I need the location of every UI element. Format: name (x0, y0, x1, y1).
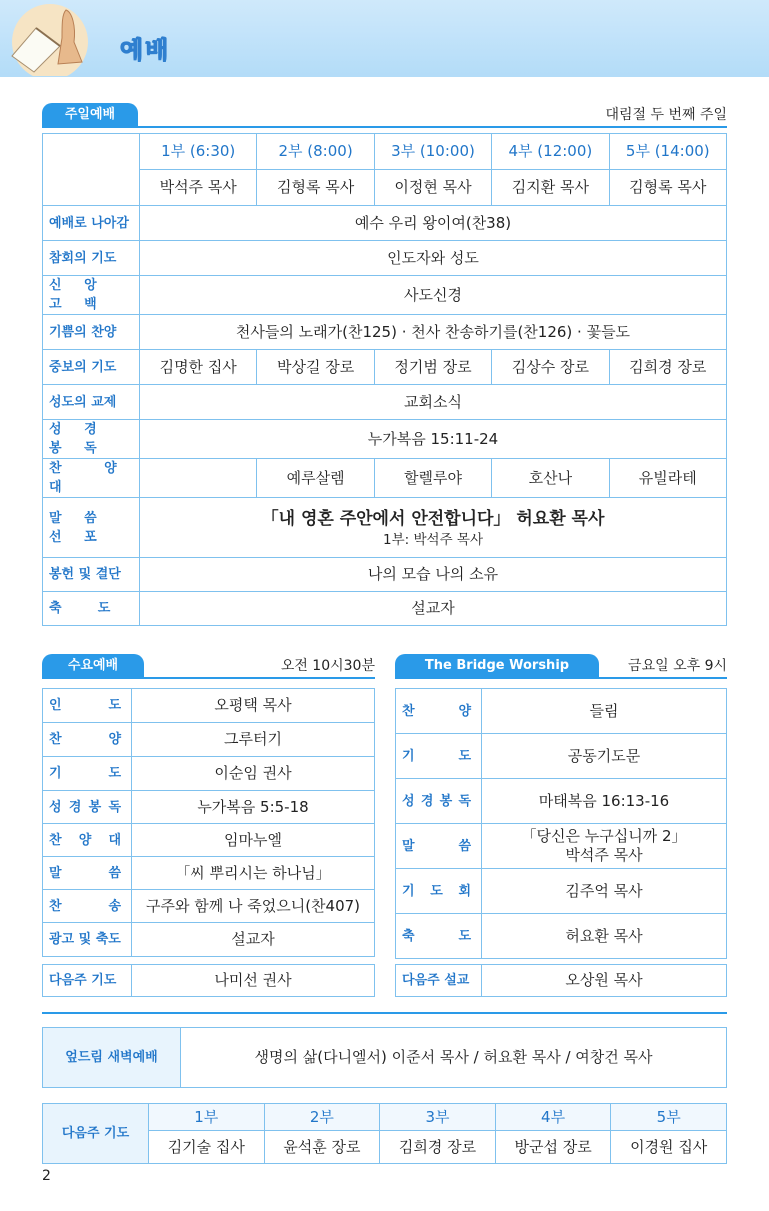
choir-1 (140, 459, 257, 498)
page-title: 예배 (120, 36, 171, 64)
next-label: 다음주 기도 (43, 965, 132, 997)
prayer-name-3: 김희경 장로 (380, 1131, 496, 1164)
row-value: 설교자 (140, 592, 727, 626)
label-char: 송 (108, 898, 121, 914)
bridge-tab: The Bridge Worship (395, 654, 599, 678)
row-value-text: 임마누엘 (224, 830, 282, 849)
wednesday-next-table (42, 964, 375, 997)
label-char: 말 (49, 865, 62, 881)
empty-cell (43, 134, 140, 206)
divider (42, 126, 727, 128)
row-label (396, 779, 482, 824)
next-prayer-table (42, 1103, 727, 1164)
sunday-note: 대림절 두 번째 주일 (605, 107, 727, 123)
wednesday-table (42, 688, 375, 957)
label-char: 대 (108, 832, 121, 848)
bridge-note: 금요일 오후 9시 (628, 658, 727, 674)
row-value-text: 설교자 (231, 930, 275, 948)
row-label-text (49, 831, 129, 850)
row-label-text (49, 764, 129, 783)
row-label-text (402, 702, 479, 721)
label-char: 찬 (49, 732, 62, 747)
label-char: 도 (430, 883, 443, 899)
row-value-text: 구주와 함께 나 죽었으니(찬407) (145, 896, 361, 915)
intercessor-5: 김희경 장로 (609, 350, 726, 385)
next-prayer-label: 다음주 기도 (43, 1104, 149, 1164)
row-value (482, 734, 727, 779)
row-value (482, 869, 727, 914)
page-number: 2 (42, 1168, 51, 1184)
label-char: 도 (108, 766, 121, 781)
sermon-cell (140, 498, 727, 558)
label-char: 기 (49, 766, 62, 781)
row-value: 나의 모습 나의 소유 (140, 558, 727, 592)
row-value (132, 890, 375, 923)
part-5: 5부 (611, 1104, 727, 1131)
label-char: 기 (402, 883, 415, 899)
label-char: 경 (68, 799, 82, 815)
row-label-text (402, 792, 479, 811)
row-value (132, 923, 375, 957)
row-value-text: 「당신은 누구십니까 2」 (521, 827, 687, 845)
service-2: 2부 (8:00) (257, 134, 374, 170)
row-value: 사도신경 (140, 276, 727, 315)
row-value (132, 757, 375, 791)
row-label-text: 광고 및 축도 (49, 932, 121, 947)
service-5: 5부 (14:00) (609, 134, 726, 170)
row-label-text (402, 882, 479, 901)
row-label (43, 723, 132, 757)
sunday-table (42, 133, 727, 626)
row-value: 예수 우리 왕이여(찬38) (140, 206, 727, 241)
wednesday-tab: 수요예배 (42, 654, 144, 678)
row-label-text (49, 730, 129, 749)
label-char: 찬 (49, 832, 62, 848)
label-char: 독 (108, 799, 121, 815)
dawn-label: 엎드림 새벽예배 (43, 1028, 181, 1088)
intercessor-1: 김명한 집사 (140, 350, 257, 385)
row-label (396, 824, 482, 869)
label-char: 독 (458, 793, 471, 809)
row-value (482, 779, 727, 824)
intercessor-2: 박상길 장로 (257, 350, 374, 385)
service-3: 3부 (10:00) (374, 134, 491, 170)
label-char: 회 (458, 883, 471, 899)
row-label: 신 앙 고 백 (43, 276, 140, 315)
sunday-tab: 주일예배 (42, 103, 138, 127)
row-label (43, 824, 132, 857)
preacher-3: 이정현 목사 (374, 170, 491, 206)
row-value (482, 689, 727, 734)
row-value-text: 이순임 권사 (214, 764, 292, 782)
part-2: 2부 (264, 1104, 380, 1131)
label-char: 씀 (108, 865, 121, 881)
praying-hands-bible-icon (6, 2, 98, 76)
part-3: 3부 (380, 1104, 496, 1131)
sermon-title: 「내 영혼 주안에서 안전합니다」 허요환 목사 (261, 508, 605, 529)
preacher-1: 박석주 목사 (140, 170, 257, 206)
label-char: 양 (458, 703, 471, 719)
next-label: 다음주 설교 (396, 965, 482, 997)
prayer-name-5: 이경원 집사 (611, 1131, 727, 1164)
row-label: 말 씀 선 포 (43, 498, 140, 558)
next-value: 나미선 권사 (132, 965, 375, 997)
row-label: 축 도 (43, 592, 140, 626)
row-value (132, 824, 375, 857)
label-char: 인 (49, 698, 62, 713)
intercessor-3: 정기범 장로 (374, 350, 491, 385)
label-char: 찬 (402, 703, 415, 719)
divider (42, 1012, 727, 1014)
label-char: 도 (108, 698, 121, 713)
divider (42, 677, 375, 679)
divider (395, 677, 727, 679)
label-char: 양 (108, 732, 121, 747)
page-header (0, 0, 769, 77)
row-value (132, 723, 375, 757)
row-label: 참회의 기도 (43, 241, 140, 276)
row-value-text: 허요환 목사 (565, 926, 643, 945)
label-char: 경 (420, 793, 434, 809)
label-char: 성 (402, 793, 415, 809)
row-label: 중보의 기도 (43, 350, 140, 385)
choir-5: 유빌라테 (609, 459, 726, 498)
service-4: 4부 (12:00) (492, 134, 609, 170)
preacher-2: 김형록 목사 (257, 170, 374, 206)
row-value (132, 689, 375, 723)
dawn-value: 생명의 삶(다니엘서) 이준서 목사 / 허요환 목사 / 여창건 목사 (181, 1028, 727, 1088)
bridge-next-table (395, 964, 727, 997)
row-value-text: 들림 (589, 701, 619, 720)
label-char: 씀 (458, 838, 471, 854)
part-1: 1부 (149, 1104, 265, 1131)
label-char: 봉 (88, 799, 102, 815)
wednesday-note: 오전 10시30분 (280, 658, 375, 674)
row-label (43, 890, 132, 923)
row-value: 교회소식 (140, 385, 727, 420)
label-char: 말 (402, 838, 415, 854)
row-label: 성 경 봉 독 (43, 420, 140, 459)
row-label (43, 857, 132, 890)
row-value-text: 오평택 목사 (214, 696, 292, 714)
bridge-table (395, 688, 727, 959)
row-value-text: 그루터기 (224, 730, 282, 748)
row-value: 인도자와 성도 (140, 241, 727, 276)
service-1: 1부 (6:30) (140, 134, 257, 170)
choir-3: 할렐루야 (374, 459, 491, 498)
label-char: 봉 (439, 793, 453, 809)
choir-4: 호산나 (492, 459, 609, 498)
row-value: 천사들의 노래가(찬125) · 천사 찬송하기를(찬126) · 꽃들도 (140, 315, 727, 350)
label-char: 도 (458, 748, 471, 764)
row-label (396, 734, 482, 779)
choir-2: 예루살렘 (257, 459, 374, 498)
row-value-text: 김주억 목사 (565, 881, 643, 900)
row-label: 기쁨의 찬양 (43, 315, 140, 350)
label-char: 양 (78, 832, 92, 848)
row-value-text: 「씨 뿌리시는 하나님」 (175, 863, 331, 882)
label-char: 도 (458, 928, 471, 944)
row-label (396, 914, 482, 959)
row-value (132, 857, 375, 890)
prayer-name-2: 윤석훈 장로 (264, 1131, 380, 1164)
row-label-text (49, 897, 129, 916)
prayer-name-4: 방군섭 장로 (495, 1131, 611, 1164)
label-char: 찬 (49, 898, 62, 914)
sermon-sub: 1부: 박석주 목사 (383, 531, 483, 548)
row-value-sub: 박석주 목사 (565, 846, 643, 864)
row-label (43, 923, 132, 957)
intercessor-4: 김상수 장로 (492, 350, 609, 385)
row-value: 누가복음 15:11-24 (140, 420, 727, 459)
row-value-text: 누가복음 5:5-18 (197, 797, 309, 816)
row-label-text (402, 927, 479, 946)
row-value-text: 마태복음 16:13-16 (538, 791, 670, 810)
row-label-text (49, 798, 129, 817)
row-label (43, 757, 132, 791)
label-char: 축 (402, 928, 415, 944)
preacher-4: 김지환 목사 (492, 170, 609, 206)
row-label (43, 689, 132, 723)
label-char: 기 (402, 748, 415, 764)
row-value (482, 914, 727, 959)
preacher-5: 김형록 목사 (609, 170, 726, 206)
row-label (43, 791, 132, 824)
row-label-text (402, 747, 479, 766)
row-value-text: 공동기도문 (567, 746, 641, 765)
row-value (132, 791, 375, 824)
prayer-name-1: 김기술 집사 (149, 1131, 265, 1164)
label-char: 성 (49, 799, 62, 815)
row-label-text (49, 696, 129, 715)
row-label: 찬 양 대 (43, 459, 140, 498)
next-value: 오상원 목사 (482, 965, 727, 997)
row-label: 예배로 나아감 (43, 206, 140, 241)
dawn-table (42, 1027, 727, 1088)
row-label-text (402, 837, 479, 856)
row-label: 봉헌 및 결단 (43, 558, 140, 592)
row-label-text (49, 864, 129, 883)
row-value (482, 824, 727, 869)
row-label (396, 869, 482, 914)
row-label (396, 689, 482, 734)
part-4: 4부 (495, 1104, 611, 1131)
row-label: 성도의 교제 (43, 385, 140, 420)
